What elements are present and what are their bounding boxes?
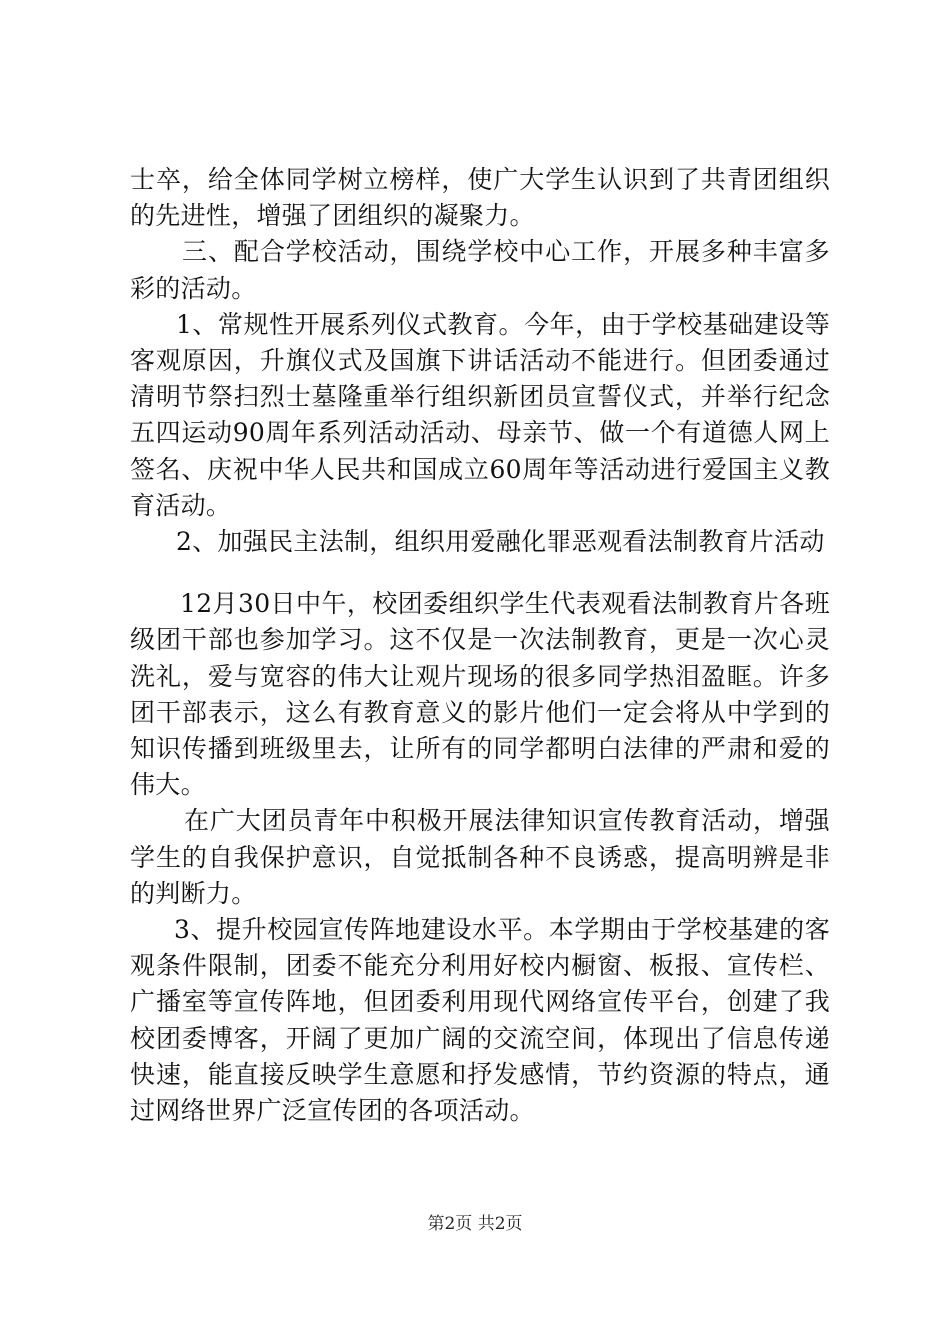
paragraph-legal-education-heading: 2、加强民主法制，组织用爱融化罪恶观看法制教育片活动 [176,527,825,557]
page-footer: 第2页 共2页 [427,1214,523,1234]
paragraph-publicity-platform: 3、提升校园宣传阵地建设水平。本学期由于学校基建的客观条件限制，团委不能充分利用好校内橱窗、板报、宣传栏、广播室等宣传阵地，但团委利用现代网络宣传平台，创建了我校团委博客，开阔了更加广阔的交流空间，体现出了信息传递快速，能直接反映学生意愿和抒发感情，节约资源的特点，通过网络世界广泛宣传团的各项活动。 [130,915,830,1126]
paragraph-continuation: 士卒，给全体同学树立榜样，使广大学生认识到了共青团组织的先进性，增强了团组织的凝聚力。 [130,165,830,231]
paragraph-legal-knowledge: 在广大团员青年中积极开展法律知识宣传教育活动，增强学生的自我保护意识，自觉抵制各种不良诱惑，提高明辨是非的判断力。 [130,806,830,908]
paragraph-ceremony-education: 1、常规性开展系列仪式教育。今年，由于学校基础建设等客观原因，升旗仪式及国旗下讲话活动不能进行。但团委通过清明节祭扫烈士墓隆重举行组织新团员宣誓仪式，并举行纪念五四运动90周年系列活动活动、母亲节、做一个有道德人网上签名、庆祝中华人民共和国成立60周年等活动进行爱国主义教育活动。 [130,309,830,520]
document-body [130,162,830,1129]
section-heading-three: 三、配合学校活动，围绕学校中心工作，开展多种丰富多彩的活动。 [130,237,830,303]
paragraph-film-viewing: 12月30日中午，校团委组织学生代表观看法制教育片各班级团干部也参加学习。这不仅是一次法制教育，更是一次心灵洗礼，爱与宽容的伟大让观片现场的很多同学热泪盈眶。许多团干部表示，这么有教育意义的影片他们一定会将从中学到的知识传播到班级里去，让所有的同学都明白法律的严肃和爱的伟大。 [130,589,830,800]
